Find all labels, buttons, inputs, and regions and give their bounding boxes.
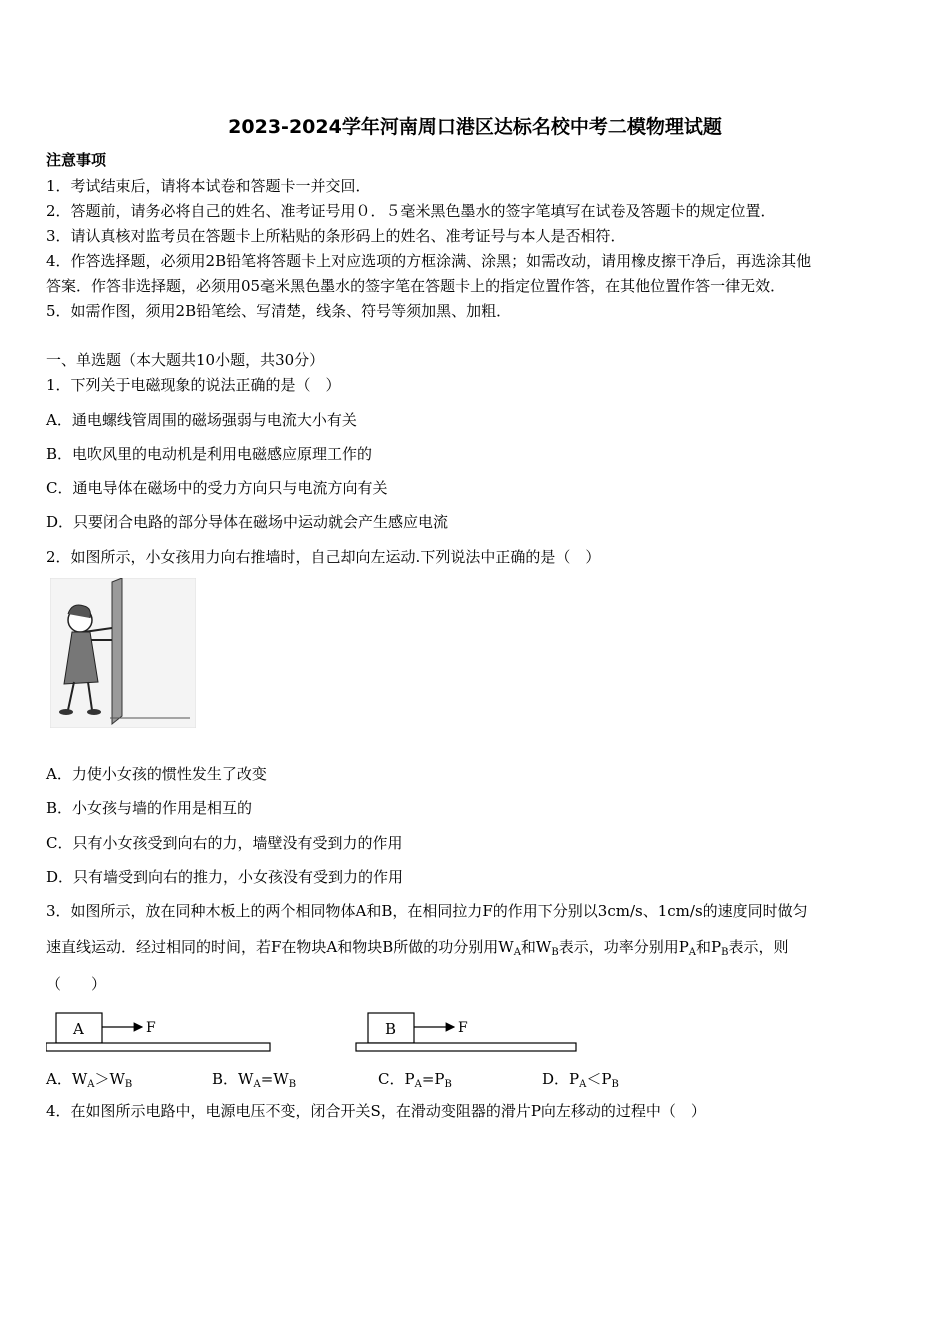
question-1-option-a: A．通电螺线管周围的磁场强弱与电流大小有关	[46, 411, 357, 429]
question-3-option-c: C．$P_A=P_B$	[378, 1070, 452, 1090]
question-2-option-d: D．只有墙受到向右的推力，小女孩没有受到力的作用	[46, 868, 404, 886]
question-3-option-d: D．$P_A<P_B$	[542, 1070, 619, 1090]
block-a-label: A	[73, 1020, 84, 1038]
question-2-option-a: A．力使小女孩的惯性发生了改变	[46, 765, 267, 783]
force-label-b: F	[458, 1020, 468, 1036]
question-4-stem: 4．在如图所示电路中，电源电压不变，闭合开关S，在滑动变阻器的滑片P向左移动的过程中（ ）	[46, 1102, 706, 1120]
question-3-line-2: 速直线运动．经过相同的时间，若F在物块A和物块B所做的功分别用$W_A$和$W_B$表示，功率分别用$P_A$和$P_B$表示，则	[46, 938, 789, 958]
question-1-option-b: B．电吹风里的电动机是利用电磁感应原理工作的	[46, 445, 373, 463]
girl-pushing-wall-figure	[50, 578, 196, 728]
notice-item: 1．考试结束后，请将本试卷和答题卡一并交回．	[46, 177, 371, 195]
notice-item: 答案．作答非选择题，必须用05毫米黑色墨水的签字笔在答题卡上的指定位置作答，在其他位置作答一律无效．	[46, 277, 786, 295]
question-3-option-a: A．$W_A>W_B$	[46, 1070, 133, 1090]
notice-heading: 注意事项	[46, 151, 107, 169]
question-1-stem: 1．下列关于电磁现象的说法正确的是（ ）	[46, 376, 341, 394]
force-label-a: F	[146, 1020, 156, 1036]
question-1-option-d: D．只要闭合电路的部分导体在磁场中运动就会产生感应电流	[46, 513, 449, 531]
notice-item: 4．作答选择题，必须用2B铅笔将答题卡上对应选项的方框涂满、涂黑；如需改动，请用橡皮擦干净后，再选涂其他	[46, 252, 812, 270]
question-2-option-c: C．只有小女孩受到向右的力，墙壁没有受到力的作用	[46, 834, 403, 852]
notice-item: 5．如需作图，须用2B铅笔绘、写清楚，线条、符号等须加黑、加粗．	[46, 302, 512, 320]
section-heading: 一、单选题（本大题共10小题，共30分）	[46, 351, 325, 369]
question-3-bracket: （ ）	[46, 975, 107, 993]
question-3-option-b: B．$W_A=W_B$	[212, 1070, 297, 1090]
page-title: 2023-2024学年河南周口港区达标名校中考二模物理试题	[228, 116, 722, 138]
question-2-stem: 2．如图所示，小女孩用力向右推墙时，自己却向左运动.下列说法中正确的是（ ）	[46, 548, 601, 566]
block-b-label: B	[385, 1020, 397, 1038]
blocks-force-figure	[46, 1005, 586, 1057]
notice-item: 2．答题前，请务必将自己的姓名、准考证号用０．５毫米黑色墨水的签字笔填写在试卷及答题卡的规定位置．	[46, 202, 776, 220]
question-1-option-c: C．通电导体在磁场中的受力方向只与电流方向有关	[46, 479, 388, 497]
question-3-line-1: 3．如图所示，放在同种木板上的两个相同物体A和B，在相同拉力F的作用下分别以3cm/s、1cm/s的速度同时做匀	[46, 902, 808, 920]
notice-item: 3．请认真核对监考员在答题卡上所粘贴的条形码上的姓名、准考证号与本人是否相符．	[46, 227, 626, 245]
question-2-option-b: B．小女孩与墙的作用是相互的	[46, 799, 253, 817]
